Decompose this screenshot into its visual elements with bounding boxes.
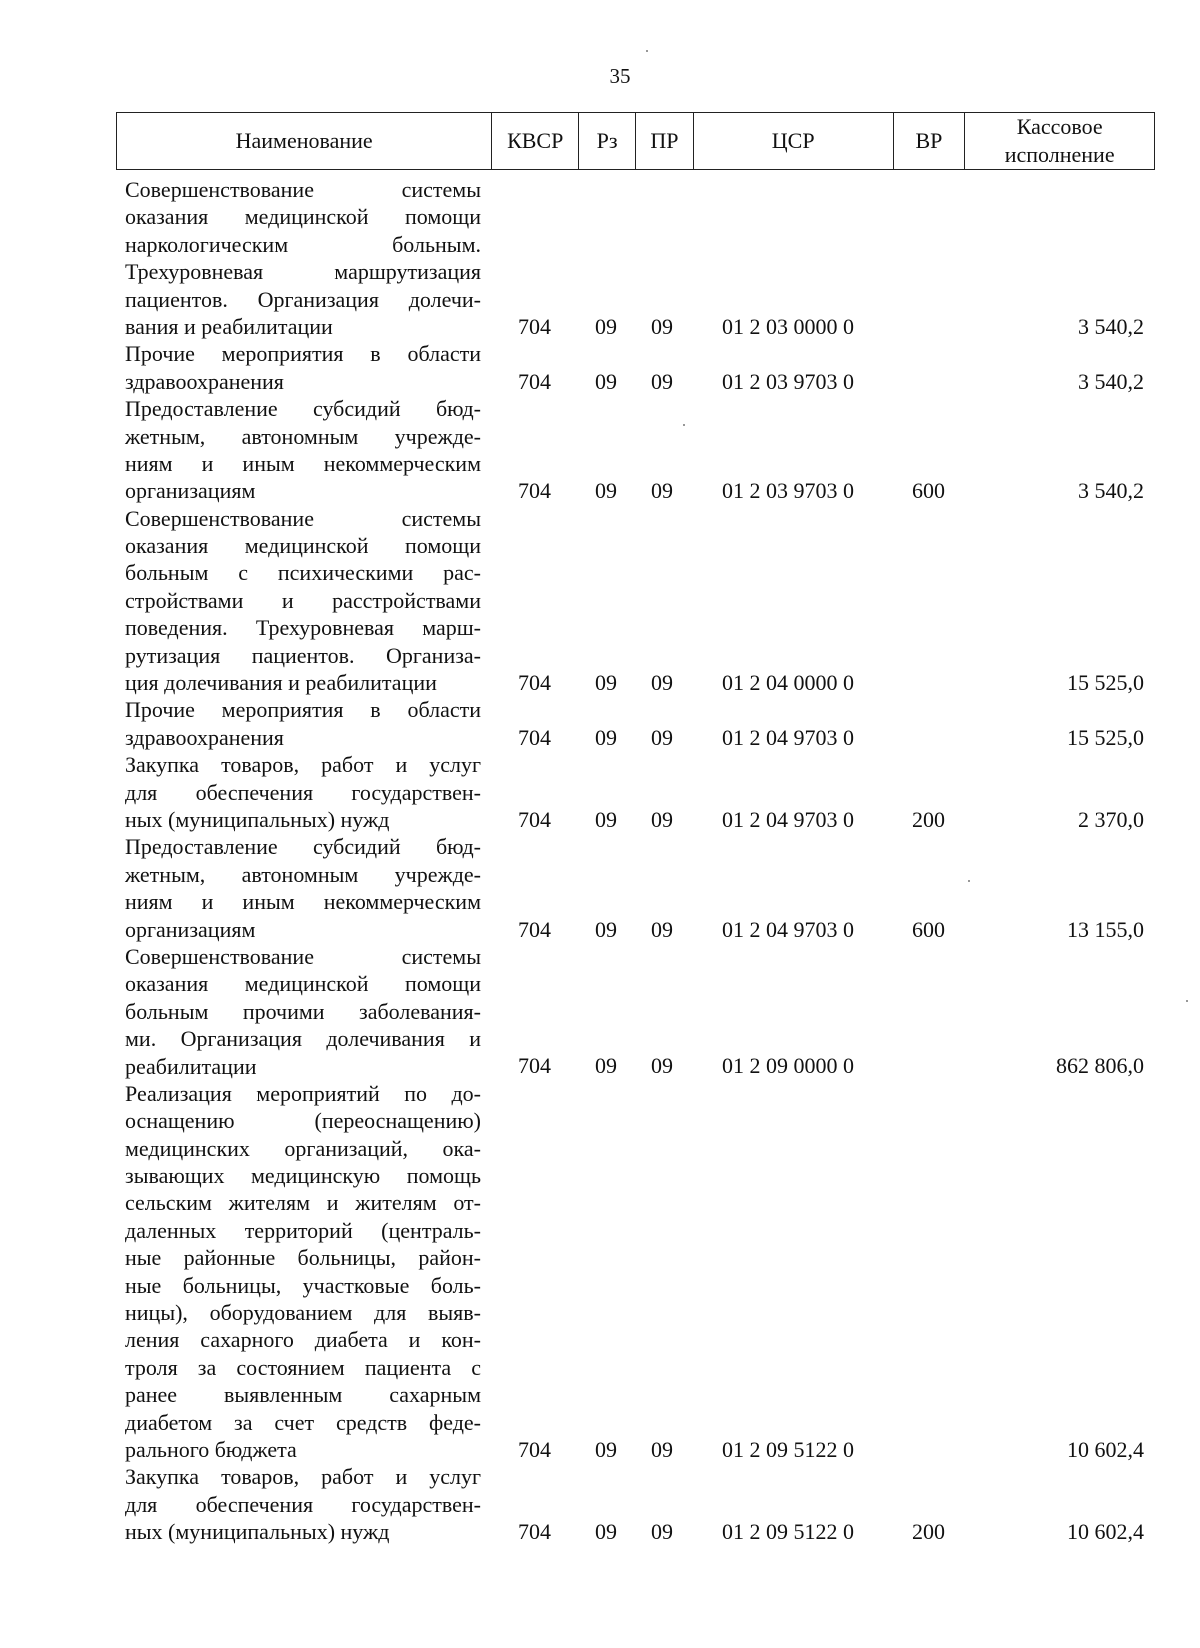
row-csr: 01 2 04 9703 0 xyxy=(722,916,854,942)
row-name-line: Предоставление субсидий бюд- xyxy=(125,834,481,860)
row-name-line: поведения. Трехуровневая марш- xyxy=(125,615,481,641)
row-name-line: рутизация пациентов. Организа- xyxy=(125,642,481,668)
table-row xyxy=(0,176,1200,340)
row-name-line: ция долечивания и реабилитации xyxy=(125,670,437,696)
row-name-line: стройствами и расстройствами xyxy=(125,587,481,613)
row-sum: 10 602,4 xyxy=(1067,1436,1144,1462)
row-rz: 09 xyxy=(595,1053,617,1079)
page-number: 35 xyxy=(609,64,631,88)
header-pr: ПР xyxy=(636,113,694,169)
row-name-line: ниям и иным некоммерческим xyxy=(125,450,481,476)
row-name xyxy=(125,751,481,833)
row-csr: 01 2 03 9703 0 xyxy=(722,368,854,394)
row-pr: 09 xyxy=(651,1519,673,1545)
row-name-line: Совершенствование системы xyxy=(125,177,481,202)
table-row xyxy=(0,505,1200,697)
row-name-line: ранее выявленным сахарным xyxy=(125,1382,481,1408)
row-name-line: зывающих медицинскую помощь xyxy=(125,1163,481,1189)
row-rz: 09 xyxy=(595,670,617,696)
row-name-line: больным прочими заболевания- xyxy=(125,998,481,1024)
row-vr: 200 xyxy=(912,806,945,832)
row-name-line: ми. Организация долечивания и xyxy=(125,1026,481,1052)
row-kvsr: 704 xyxy=(518,670,551,696)
row-name-line: Совершенствование системы xyxy=(125,505,481,531)
row-kvsr: 704 xyxy=(518,916,551,942)
row-name-line: жетным, автономным учрежде- xyxy=(125,861,481,887)
row-csr: 01 2 04 9703 0 xyxy=(722,806,854,832)
row-sum: 15 525,0 xyxy=(1067,670,1144,696)
row-rz: 09 xyxy=(595,1519,617,1545)
row-name xyxy=(125,505,481,697)
row-name-line: наркологическим больным. xyxy=(125,231,481,257)
scan-speck xyxy=(646,50,648,52)
row-name-line: ницы), оборудованием для выяв- xyxy=(125,1300,481,1326)
table-row xyxy=(0,943,1200,1080)
row-name-line: жетным, автономным учрежде- xyxy=(125,423,481,449)
row-name-line: Прочие мероприятия в области xyxy=(125,697,481,723)
row-name-line: рального бюджета xyxy=(125,1436,297,1462)
row-sum: 3 540,2 xyxy=(1078,313,1144,339)
row-pr: 09 xyxy=(651,478,673,504)
row-rz: 09 xyxy=(595,724,617,750)
row-rz: 09 xyxy=(595,806,617,832)
row-csr: 01 2 03 9703 0 xyxy=(722,478,854,504)
row-name xyxy=(125,340,481,395)
row-name-line: Закупка товаров, работ и услуг xyxy=(125,1464,481,1490)
row-name-line: ления сахарного диабета и кон- xyxy=(125,1327,481,1353)
row-sum: 13 155,0 xyxy=(1067,916,1144,942)
row-name-line: Совершенствование системы xyxy=(125,943,481,969)
row-name-line: ные больницы, участковые боль- xyxy=(125,1272,481,1298)
row-name-line: ные районные больницы, район- xyxy=(125,1245,481,1271)
row-csr: 01 2 04 9703 0 xyxy=(722,724,854,750)
row-csr: 01 2 09 5122 0 xyxy=(722,1436,854,1462)
row-kvsr: 704 xyxy=(518,1519,551,1545)
row-name-line: диабетом за счет средств феде- xyxy=(125,1409,481,1435)
row-pr: 09 xyxy=(651,368,673,394)
row-name-line: оказания медицинской помощи xyxy=(125,204,481,230)
header-csr: ЦСР xyxy=(694,113,894,169)
row-name-line: Предоставление субсидий бюд- xyxy=(125,396,481,422)
header-vr: ВР xyxy=(894,113,966,169)
row-pr: 09 xyxy=(651,313,673,339)
row-name xyxy=(125,1463,481,1545)
row-rz: 09 xyxy=(595,368,617,394)
row-name-line: ных (муниципальных) нужд xyxy=(125,1519,390,1545)
row-name-line: оказания медицинской помощи xyxy=(125,971,481,997)
row-kvsr: 704 xyxy=(518,1436,551,1462)
row-name-line: организациям xyxy=(125,478,256,504)
header-kvsr: КВСР xyxy=(492,113,579,169)
row-name-line: организациям xyxy=(125,916,256,942)
row-name-line: здравоохранения xyxy=(125,368,284,394)
row-kvsr: 704 xyxy=(518,1053,551,1079)
row-name-line: для обеспечения государствен- xyxy=(125,779,481,805)
row-csr: 01 2 09 5122 0 xyxy=(722,1519,854,1545)
row-name-line: медицинских организаций, ока- xyxy=(125,1135,481,1161)
row-kvsr: 704 xyxy=(518,313,551,339)
row-pr: 09 xyxy=(651,916,673,942)
table-body xyxy=(0,176,1200,1546)
row-vr: 200 xyxy=(912,1519,945,1545)
table-row xyxy=(0,833,1200,943)
row-rz: 09 xyxy=(595,478,617,504)
row-name-line: ных (муниципальных) нужд xyxy=(125,806,390,832)
row-sum: 15 525,0 xyxy=(1067,724,1144,750)
table-row xyxy=(0,395,1200,505)
row-kvsr: 704 xyxy=(518,368,551,394)
row-name-line: пациентов. Организация долечи- xyxy=(125,286,481,312)
row-name xyxy=(125,943,481,1080)
row-name-line: оснащению (переоснащению) xyxy=(125,1108,481,1134)
row-pr: 09 xyxy=(651,806,673,832)
row-rz: 09 xyxy=(595,313,617,339)
table-row xyxy=(0,751,1200,833)
row-name-line: реабилитации xyxy=(125,1053,257,1079)
table-row xyxy=(0,340,1200,395)
row-sum: 3 540,2 xyxy=(1078,368,1144,394)
table-row xyxy=(0,696,1200,751)
header-rz: Рз xyxy=(579,113,636,169)
row-kvsr: 704 xyxy=(518,724,551,750)
row-name-line: больным с психическими рас- xyxy=(125,560,481,586)
row-pr: 09 xyxy=(651,1436,673,1462)
row-name xyxy=(125,696,481,751)
row-name-line: Прочие мероприятия в области xyxy=(125,341,481,367)
row-sum: 10 602,4 xyxy=(1067,1519,1144,1545)
row-name xyxy=(125,395,481,505)
row-name xyxy=(125,833,481,943)
row-vr: 600 xyxy=(912,916,945,942)
row-rz: 09 xyxy=(595,1436,617,1462)
row-name-line: сельским жителям и жителям от- xyxy=(125,1190,481,1216)
row-name-line: здравоохранения xyxy=(125,724,284,750)
row-csr: 01 2 03 0000 0 xyxy=(722,313,854,339)
row-rz: 09 xyxy=(595,916,617,942)
row-name xyxy=(125,1080,481,1463)
row-name-line: даленных территорий (централь- xyxy=(125,1217,481,1243)
row-name-line: Реализация мероприятий по до- xyxy=(125,1080,481,1106)
row-pr: 09 xyxy=(651,724,673,750)
row-name-line: вания и реабилитации xyxy=(125,313,333,339)
row-name-line: ниям и иным некоммерческим xyxy=(125,889,481,915)
row-pr: 09 xyxy=(651,1053,673,1079)
row-name-line: для обеспечения государствен- xyxy=(125,1491,481,1517)
row-name xyxy=(125,176,481,340)
scan-speck xyxy=(968,880,970,882)
row-csr: 01 2 04 0000 0 xyxy=(722,670,854,696)
row-kvsr: 704 xyxy=(518,806,551,832)
row-vr: 600 xyxy=(912,478,945,504)
scan-speck xyxy=(683,424,685,426)
table-header xyxy=(116,112,1155,170)
row-kvsr: 704 xyxy=(518,478,551,504)
row-sum: 862 806,0 xyxy=(1056,1053,1144,1079)
header-sum: Кассовое исполнение xyxy=(1004,114,1115,167)
scan-speck xyxy=(1186,1000,1188,1002)
row-name-line: оказания медицинской помощи xyxy=(125,533,481,559)
row-name-line: Трехуровневая маршрутизация xyxy=(125,259,481,285)
row-sum: 3 540,2 xyxy=(1078,478,1144,504)
row-sum: 2 370,0 xyxy=(1078,806,1144,832)
table-row xyxy=(0,1080,1200,1463)
header-name: Наименование xyxy=(117,113,492,169)
row-name-line: Закупка товаров, работ и услуг xyxy=(125,752,481,778)
row-csr: 01 2 09 0000 0 xyxy=(722,1053,854,1079)
table-row xyxy=(0,1463,1200,1545)
row-name-line: троля за состоянием пациента с xyxy=(125,1354,481,1380)
row-pr: 09 xyxy=(651,670,673,696)
